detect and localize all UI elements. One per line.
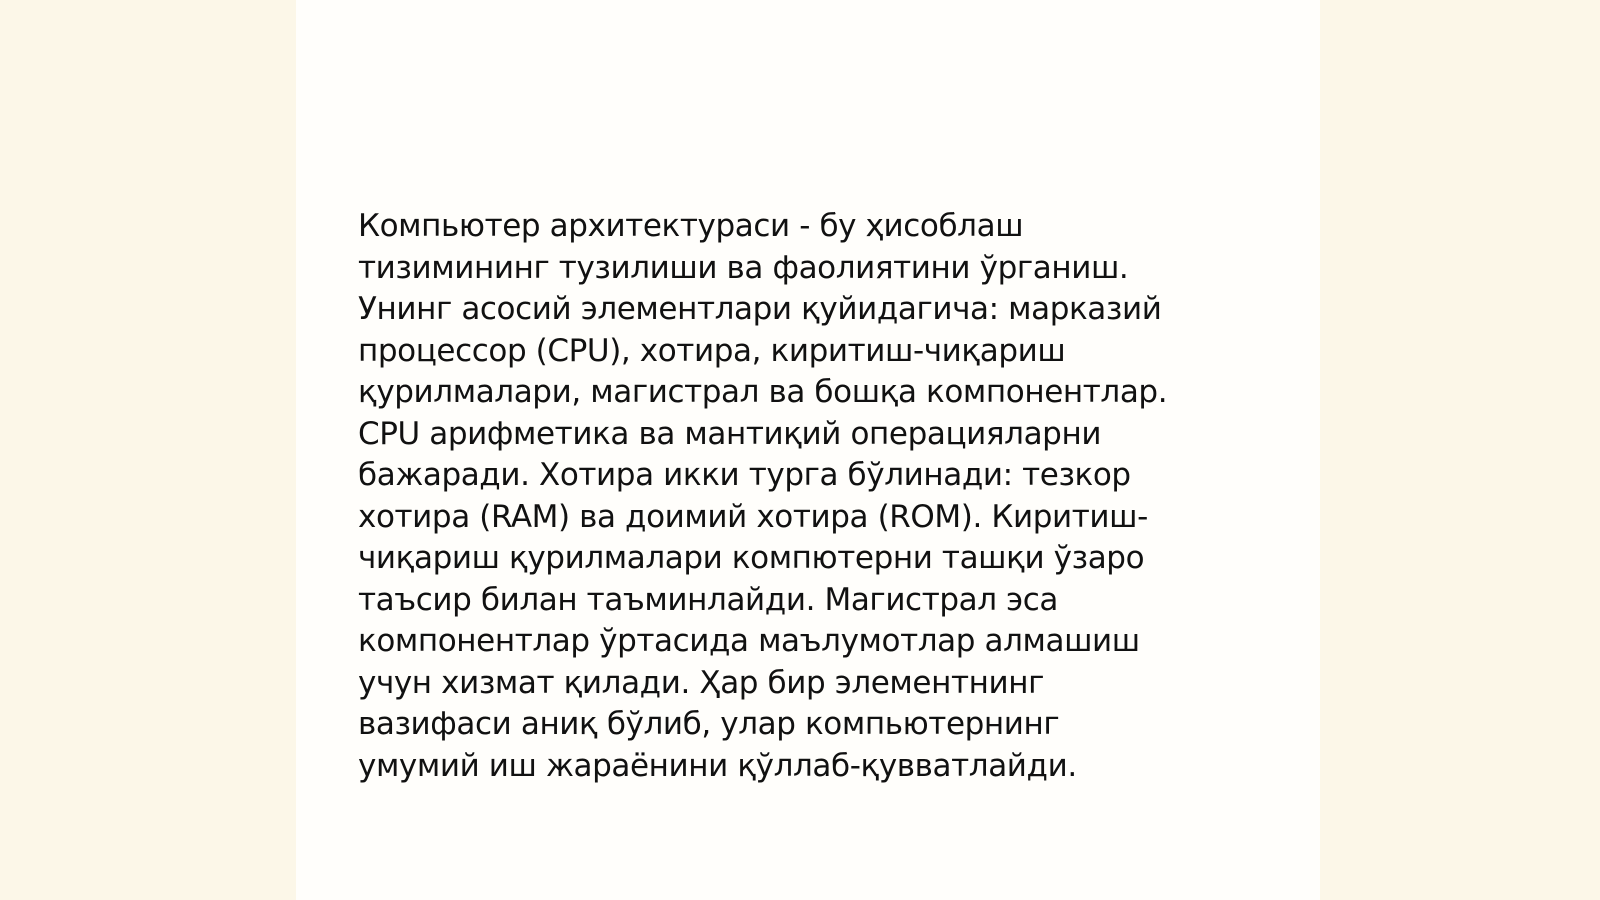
body-paragraph [358,206,1238,787]
paragraph-line: тизимининг тузилиши ва фаолиятини ўрганиш. [358,249,1129,286]
paragraph-line: вазифаси аниқ бўлиб, улар компьютернинг [358,706,1060,742]
paragraph-line: таъсир билан таъминлайди. Магистрал эса [358,581,1058,618]
paragraph-line: Компьютер архитектураси - бу ҳисоблаш [358,208,1024,244]
paragraph-line: компонентлар ўртасида маълумотлар алмашиш [358,623,1140,659]
document-page [296,0,1320,900]
paragraph-line: учун хизмат қилади. Ҳар бир элементнинг [358,664,1044,701]
paragraph-line: умумий иш жараёнини қўллаб-қувватлайди. [358,747,1077,784]
paragraph-line: CPU арифметика ва мантиқий операцияларни [358,415,1102,452]
paragraph-line: процессор (CPU), хотира, киритиш-чиқариш [358,332,1066,369]
paragraph-line: хотира (RAM) ва доимий хотира (ROM). Киритиш- [358,498,1148,535]
paragraph-line: бажаради. Хотира икки турга бўлинади: тезкор [358,457,1131,493]
paragraph-line: қурилмалари, магистрал ва бошқа компонентлар. [358,374,1168,410]
paragraph-line: Унинг асосий элементлари қуйидагича: марказий [358,291,1162,327]
paragraph-line: чиқариш қурилмалари компютерни ташқи ўзаро [358,540,1145,576]
